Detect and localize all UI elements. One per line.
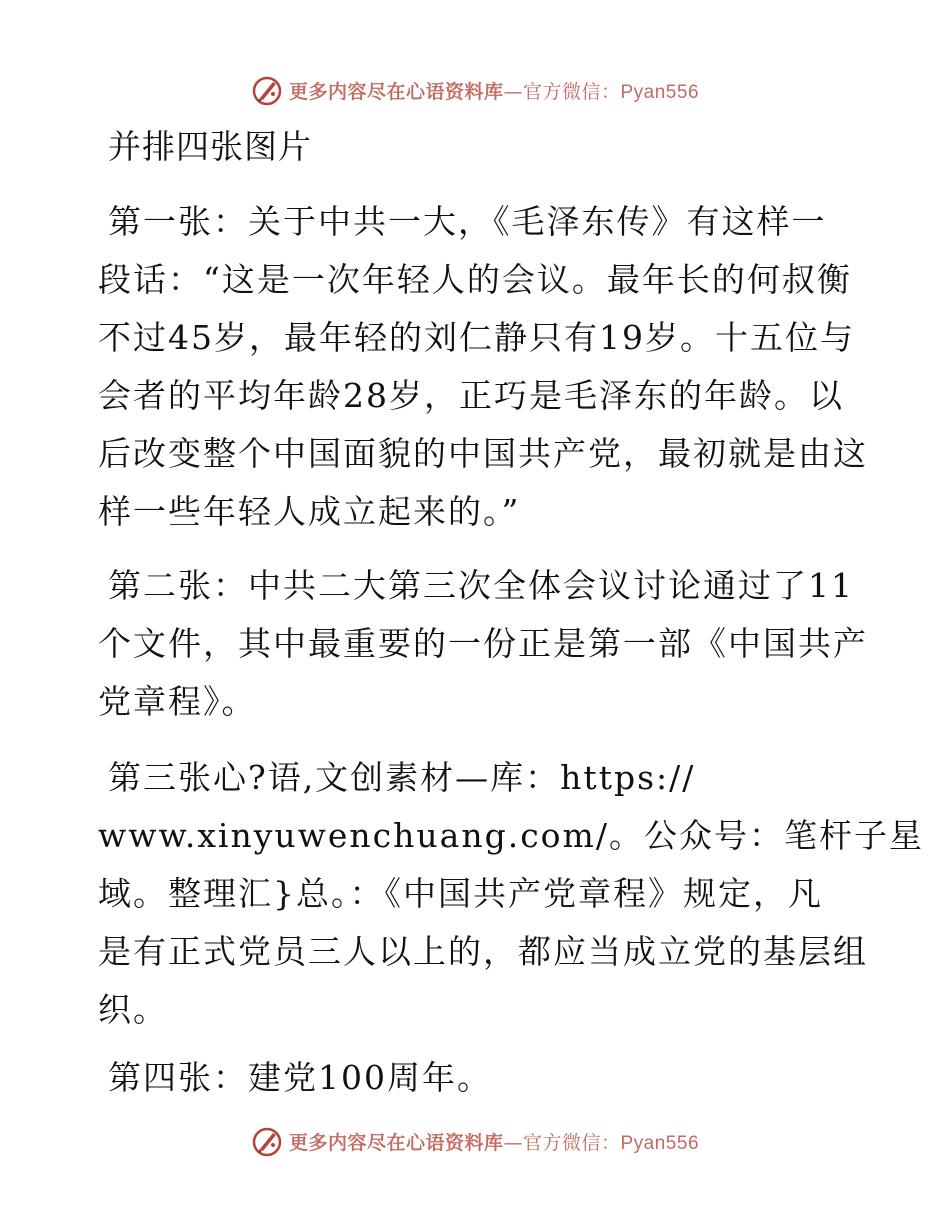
- header-banner-wechat-id: Pyan556: [620, 81, 700, 103]
- footer-banner-main: 更多内容尽在心语资料库: [288, 1131, 504, 1154]
- footer-banner-wechat-id: Pyan556: [620, 1132, 700, 1154]
- header-banner-text: [289, 77, 699, 104]
- paragraph-line: 第三张心?语,文创素材—库：https://: [108, 758, 696, 797]
- paragraph-3: [98, 749, 924, 1039]
- footer-banner: [0, 1121, 950, 1161]
- paragraph-line: 是有正式党员三人以上的，都应当成立党的基层组: [98, 932, 868, 971]
- header-banner-wechat-label: 官方微信：: [522, 80, 621, 103]
- page-title: 并排四张图片: [108, 127, 312, 166]
- footer-banner-wechat-label: 官方微信：: [522, 1131, 621, 1154]
- header-banner: [0, 70, 950, 110]
- footer-banner-content: [251, 1125, 699, 1157]
- header-banner-dash: —: [503, 80, 523, 103]
- paragraph-line: 第二张：中共二大第三次全体会议讨论通过了11: [108, 566, 854, 605]
- paragraph-line: 第四张：建党100周年。: [108, 1058, 492, 1097]
- paragraph-line: 会者的平均年龄28岁，正巧是毛泽东的年龄。以: [98, 376, 844, 415]
- paragraph-line: 段话：“这是一次年轻人的会议。最年长的何叔衡: [98, 260, 852, 299]
- paragraph-line: 域。整理汇}总。：《中国共产党章程》规定，凡: [98, 874, 823, 913]
- paragraph-line: 个文件，其中最重要的一份正是第一部《中国共产: [98, 624, 868, 663]
- paragraph-4: [98, 1049, 858, 1107]
- paragraph-line: 织。: [98, 990, 168, 1029]
- header-banner-main: 更多内容尽在心语资料库: [288, 80, 504, 103]
- pen-logo-icon: [251, 1125, 283, 1157]
- footer-banner-text: [289, 1128, 699, 1155]
- paragraph-line: 不过45岁，最年轻的刘仁静只有19岁。十五位与: [98, 318, 855, 357]
- paragraph-line: www.xinyuwenchuang.com/。公众号：笔杆子星: [98, 816, 924, 855]
- paragraph-line: 样一些年轻人成立起来的。”: [98, 492, 521, 531]
- paragraph-1: [98, 193, 868, 541]
- paragraph-line: 党章程》。: [98, 682, 257, 721]
- paragraph-2: [98, 557, 868, 731]
- header-banner-content: [251, 74, 699, 106]
- paragraph-line: 第一张：关于中共一大，《毛泽东传》有这样一: [108, 202, 827, 241]
- pen-logo-icon: [251, 74, 283, 106]
- paragraph-line: 后改变整个中国面貌的中国共产党，最初就是由这: [98, 434, 868, 473]
- footer-banner-dash: —: [503, 1131, 523, 1154]
